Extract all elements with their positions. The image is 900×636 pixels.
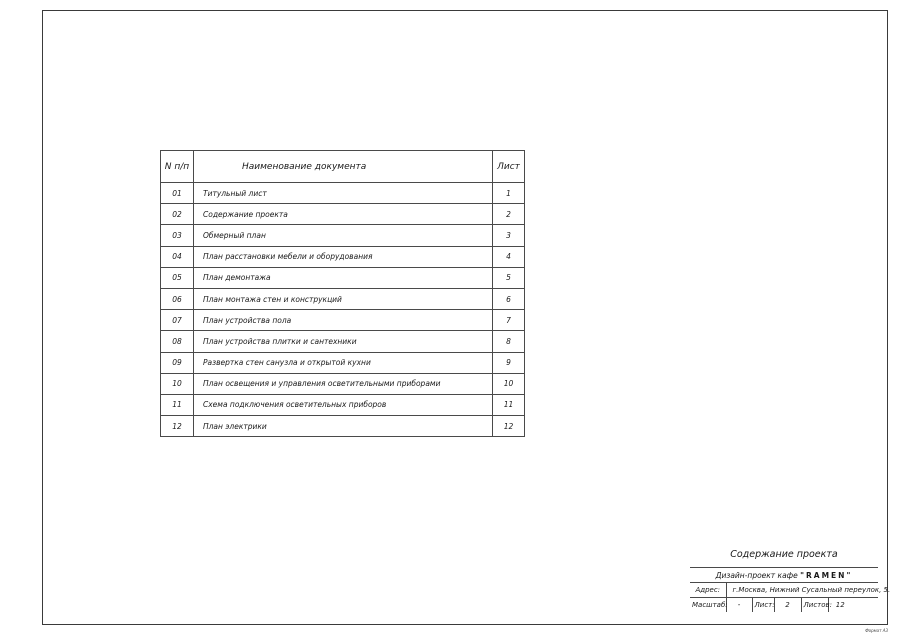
- table-row: [161, 310, 525, 331]
- header-number: N п/п: [161, 151, 194, 183]
- project-title: [690, 568, 878, 583]
- contents-table: [160, 150, 525, 437]
- row-document-name: План устройства пола: [194, 310, 493, 331]
- row-document-name: План электрики: [194, 416, 493, 437]
- row-number: 11: [161, 394, 194, 415]
- row-document-name: Титульный лист: [194, 183, 493, 204]
- table-row: [161, 394, 525, 415]
- sheet-label: Лист:: [752, 598, 774, 613]
- contents-body: [161, 183, 525, 437]
- row-number: 04: [161, 246, 194, 267]
- table-row: [161, 225, 525, 246]
- row-number: 05: [161, 267, 194, 288]
- table-row: [161, 246, 525, 267]
- row-number: 03: [161, 225, 194, 246]
- sheets-label: Листов:: [801, 598, 828, 613]
- stamp-spacer: [852, 598, 878, 613]
- row-document-name: План освещения и управления осветительными приборами: [194, 373, 493, 394]
- row-document-name: План расстановки мебели и оборудования: [194, 246, 493, 267]
- sheet-value: 2: [774, 598, 801, 613]
- stamp-title: Содержание проекта: [730, 549, 838, 560]
- table-row: [161, 288, 525, 309]
- row-number: 09: [161, 352, 194, 373]
- row-document-name: Обмерный план: [194, 225, 493, 246]
- row-sheet: 12: [493, 416, 525, 437]
- row-number: 02: [161, 204, 194, 225]
- row-document-name: План демонтажа: [194, 267, 493, 288]
- row-sheet: 11: [493, 394, 525, 415]
- row-sheet: 5: [493, 267, 525, 288]
- table-row: [161, 204, 525, 225]
- table-row: [161, 267, 525, 288]
- row-sheet: 3: [493, 225, 525, 246]
- row-number: 07: [161, 310, 194, 331]
- row-document-name: План монтажа стен и конструкций: [194, 288, 493, 309]
- address-label: Адрес:: [690, 583, 726, 598]
- row-number: 08: [161, 331, 194, 352]
- table-row: [161, 373, 525, 394]
- format-label: Формат А3: [865, 628, 888, 633]
- address-value: г.Москва, Нижний Сусальный переулок, 5.: [726, 583, 878, 598]
- row-sheet: 6: [493, 288, 525, 309]
- project-prefix: Дизайн-проект кафе: [715, 570, 798, 580]
- row-number: 10: [161, 373, 194, 394]
- table-row: [161, 183, 525, 204]
- row-sheet: 4: [493, 246, 525, 267]
- scale-value: -: [726, 598, 752, 613]
- row-sheet: 10: [493, 373, 525, 394]
- row-document-name: Содержание проекта: [194, 204, 493, 225]
- header-document-name: Наименование документа: [194, 151, 493, 183]
- row-document-name: Развертка стен санузла и открытой кухни: [194, 352, 493, 373]
- contents-header-row: [161, 151, 525, 183]
- table-row: [161, 352, 525, 373]
- row-number: 06: [161, 288, 194, 309]
- row-sheet: 1: [493, 183, 525, 204]
- row-number: 12: [161, 416, 194, 437]
- row-number: 01: [161, 183, 194, 204]
- project-brand: "RAMEN": [800, 570, 853, 580]
- row-sheet: 7: [493, 310, 525, 331]
- scale-label: Масштаб:: [690, 598, 726, 613]
- row-sheet: 9: [493, 352, 525, 373]
- header-sheet: Лист: [493, 151, 525, 183]
- row-document-name: Схема подключения осветительных приборов: [194, 394, 493, 415]
- table-row: [161, 331, 525, 352]
- title-block: [690, 567, 891, 612]
- sheets-value: 12: [828, 598, 852, 613]
- table-row: [161, 416, 525, 437]
- row-document-name: План устройства плитки и сантехники: [194, 331, 493, 352]
- row-sheet: 2: [493, 204, 525, 225]
- row-sheet: 8: [493, 331, 525, 352]
